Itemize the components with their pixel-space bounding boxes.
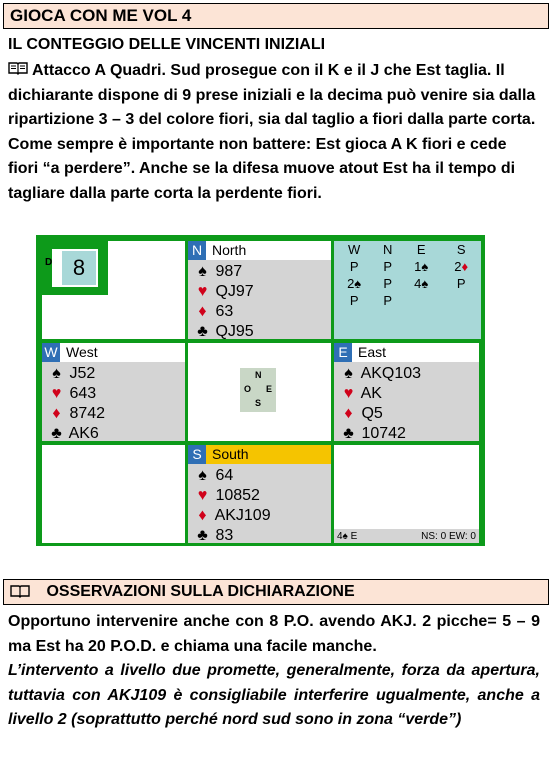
heart-icon: ♥ <box>197 487 208 504</box>
south-hearts: 10852 <box>215 487 260 504</box>
west-hearts: 643 <box>69 385 97 402</box>
bid: 2♠ <box>347 276 362 291</box>
section2-title: OSSERVAZIONI SULLA DICHIARAZIONE <box>46 583 355 600</box>
diamond-icon: ♦ <box>198 303 207 320</box>
book-icon <box>10 584 30 598</box>
west-clubs: AK6 <box>68 425 99 442</box>
bid: P <box>383 293 393 308</box>
bid: 2♦ <box>454 259 469 274</box>
book-icon <box>8 61 28 75</box>
north-dir: N <box>188 241 206 260</box>
bid: P <box>349 259 359 274</box>
south-spades: 64 <box>215 467 234 484</box>
north-hand <box>188 241 331 339</box>
spade-icon: ♠ <box>198 467 207 484</box>
board-number-cell <box>42 241 185 339</box>
spade-icon: ♠ <box>52 365 61 382</box>
compass-o: O <box>244 384 252 394</box>
north-spades: 987 <box>215 263 243 280</box>
compass-n: N <box>255 370 262 380</box>
intro-text: Attacco A Quadri. Sud prosegue con il K e il J che Est taglia. Il dichiarante dispone di 9 prese iniziali e la decima può venire sia dalla ripartizione 3 – 3 del colore fiori, sia dal taglio a fiori dalla parte corta. Come sempre è importante non battere: Est gioca A K fiori e cede fiori “a perdere”. Anche se la difesa muove atout Est ha il tempo di tagliare dalla parte corta la perdente fiori. <box>8 62 536 202</box>
west-name: West <box>66 344 98 360</box>
compass <box>240 368 276 412</box>
compass-s: S <box>255 398 262 408</box>
east-spades: AKQ103 <box>360 365 422 382</box>
diamond-icon: ♦ <box>52 405 61 422</box>
bid: P <box>456 276 466 291</box>
contract: 4♠ E <box>337 531 358 542</box>
section-subtitle: IL CONTEGGIO DELLE VINCENTI INIZIALI <box>8 36 326 53</box>
club-icon: ♣ <box>51 425 62 442</box>
observation-italic-paragraph: L’intervento a livello due promette, generalmente, forza da apertura, tuttavia con AKJ109 è consigliabile interferire ugualmente, anche a livello 2 (soprattutto perché nord sud sono in zona “verde”) <box>8 662 540 728</box>
club-icon: ♣ <box>197 527 208 544</box>
bid: 1♠ <box>414 259 429 274</box>
east-diamonds: Q5 <box>361 405 383 422</box>
club-icon: ♣ <box>197 323 208 340</box>
north-diamonds: 63 <box>215 303 234 320</box>
observation-paragraph: Opportuno intervenire anche con 8 P.O. avendo AKJ. 2 picche= 5 – 9 ma Est ha 20 P.O.D. e chiama una facile manche. <box>8 613 540 655</box>
heart-icon: ♥ <box>51 385 62 402</box>
north-name: North <box>212 242 247 258</box>
south-clubs: 83 <box>215 527 234 544</box>
east-name: East <box>358 344 387 360</box>
auction-header-n: N <box>383 242 393 257</box>
spade-icon: ♠ <box>198 263 207 280</box>
west-spades: J52 <box>69 365 96 382</box>
east-hand <box>334 343 479 441</box>
result-cell <box>334 445 479 543</box>
north-hearts: QJ97 <box>215 283 254 300</box>
west-diamonds: 8742 <box>69 405 106 422</box>
east-dir: E <box>334 343 352 362</box>
score: NS: 0 EW: 0 <box>421 531 476 542</box>
board-number: 8 <box>62 251 96 285</box>
auction-header-e: E <box>416 242 426 257</box>
west-header <box>42 343 185 362</box>
south-dir: S <box>188 445 206 464</box>
north-header <box>188 241 331 260</box>
empty-cell-sw <box>42 445 185 543</box>
page-title: GIOCA CON ME VOL 4 <box>10 6 192 25</box>
heart-icon: ♥ <box>343 385 354 402</box>
section2-title-bar <box>3 579 549 605</box>
intro-paragraph <box>8 59 540 206</box>
east-header <box>334 343 479 362</box>
east-hearts: AK <box>360 385 382 402</box>
bid: 4♠ <box>414 276 429 291</box>
compass-cell <box>188 343 331 441</box>
bid: P <box>383 276 393 291</box>
bid: P <box>383 259 393 274</box>
dealer-label: D <box>45 257 53 268</box>
spade-icon: ♠ <box>344 365 353 382</box>
south-hand <box>188 445 331 543</box>
heart-icon: ♥ <box>197 283 208 300</box>
club-icon: ♣ <box>343 425 354 442</box>
diamond-icon: ♦ <box>198 507 207 524</box>
west-hand <box>42 343 185 441</box>
page-title-bar <box>3 3 549 29</box>
auction-header-s: S <box>456 242 466 257</box>
auction-table <box>334 241 481 339</box>
west-dir: W <box>42 343 60 362</box>
compass-e: E <box>266 384 273 394</box>
bridge-board <box>36 235 485 546</box>
diamond-icon: ♦ <box>344 405 353 422</box>
auction-header-w: W <box>348 242 361 257</box>
south-header <box>188 445 331 464</box>
north-clubs: QJ95 <box>215 323 254 340</box>
south-diamonds: AKJ109 <box>214 507 271 524</box>
bid <box>401 292 441 309</box>
east-clubs: 10742 <box>361 425 406 442</box>
bid: P <box>349 293 359 308</box>
south-name: South <box>212 446 249 462</box>
bid <box>441 292 481 309</box>
